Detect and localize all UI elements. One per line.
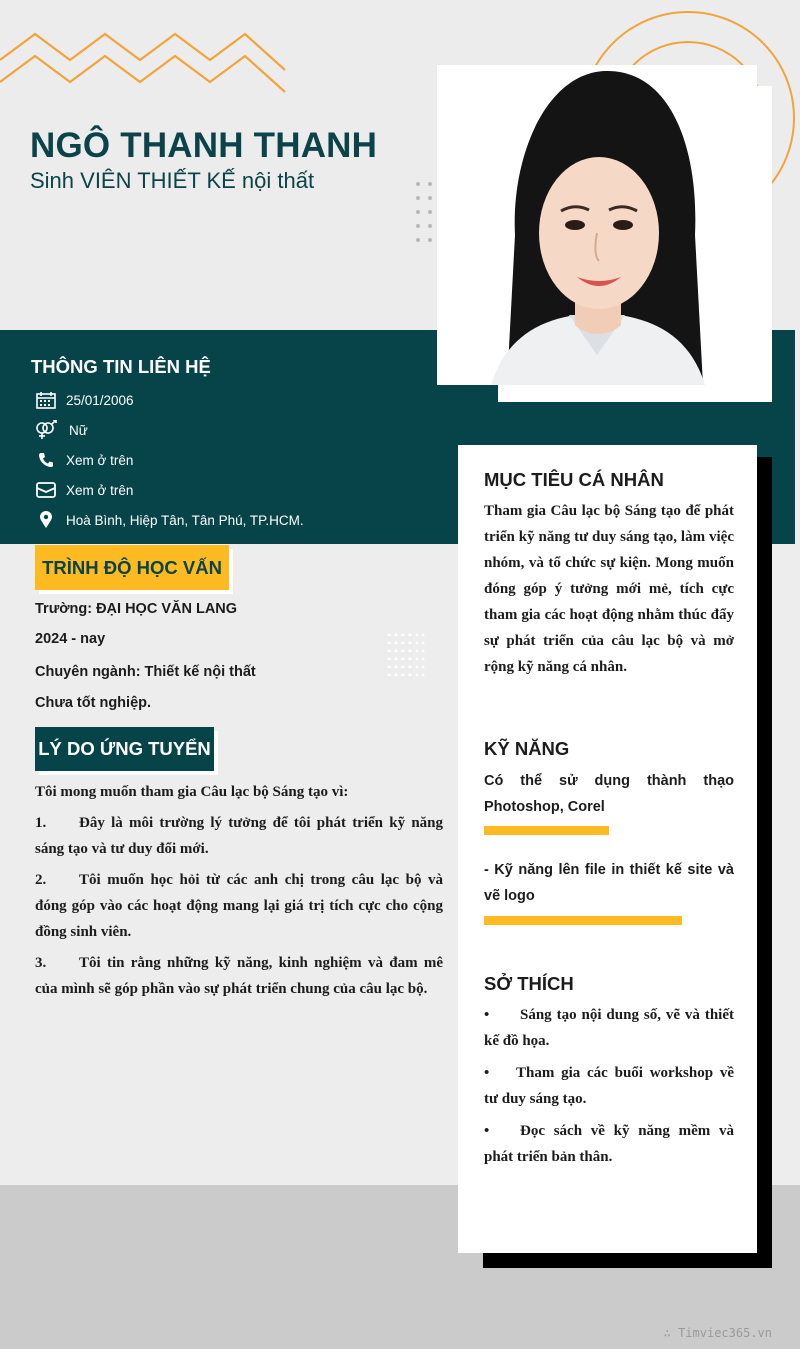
reason-item: 3. Tôi tin rằng những kỹ năng, kinh nghiệm và đam mê của mình sẽ góp phần vào sự phát triển chung của câu lạc bộ. — [35, 955, 443, 997]
skill-level-bar — [484, 826, 609, 835]
skill-level-bar — [484, 916, 682, 925]
phone-value: Xem ở trên — [66, 452, 134, 468]
education-major: Chuyên ngành: Thiết kế nội thất — [35, 664, 256, 680]
location-pin-icon — [34, 509, 58, 531]
candidate-role: Sinh VIÊN THIẾT KẾ nội thất — [30, 168, 315, 193]
contact-address — [34, 508, 304, 532]
gender-value: Nữ — [69, 422, 88, 438]
dot-grid-decoration — [414, 180, 438, 246]
hobbies-title: SỞ THÍCH — [484, 973, 574, 994]
dot-grid-decoration-small — [386, 632, 426, 678]
contact-birthday — [34, 388, 134, 412]
skill-item: Có thể sử dụng thành thạo Photoshop, Corel — [484, 773, 734, 815]
hobbies-list — [484, 1002, 734, 1176]
objective-text: Tham gia Câu lạc bộ Sáng tạo để phát triển kỹ năng tư duy sáng tạo, làm việc nhóm, và tổ chức sự kiện. Mong muốn đóng góp ý tưởng mới mẻ, tích cực tham gia các hoạt động nhằm thúc đẩy sự phát triển của câu lạc bộ và mở rộng kỹ năng cá nhân. — [484, 503, 734, 675]
reason-section-title: LÝ DO ỨNG TUYỂN — [35, 727, 214, 771]
email-icon — [34, 479, 58, 501]
email-value: Xem ở trên — [66, 482, 134, 498]
contact-section-title: THÔNG TIN LIÊN HỆ — [31, 356, 211, 377]
address-value: Hoà Bình, Hiệp Tân, Tân Phú, TP.HCM. — [66, 512, 304, 528]
candidate-name: NGÔ THANH THANH — [30, 126, 378, 165]
footer-watermark: ∴ Timviec365.vn — [663, 1326, 772, 1340]
zigzag-decoration — [0, 30, 290, 106]
objective-title: MỤC TIÊU CÁ NHÂN — [484, 469, 664, 490]
education-section-title: TRÌNH ĐỘ HỌC VẤN — [35, 545, 229, 590]
contact-email — [34, 478, 133, 502]
contact-gender — [34, 418, 88, 442]
reason-item: 1. Đây là môi trường lý tưởng để tôi phát triển kỹ năng sáng tạo và tư duy đổi mới. — [35, 815, 443, 857]
hobby-item: • Tham gia các buổi workshop về tư duy sáng tạo. — [484, 1065, 734, 1107]
education-status: Chưa tốt nghiệp. — [35, 695, 152, 711]
gender-icon — [34, 419, 58, 441]
hobby-item: • Sáng tạo nội dung số, vẽ và thiết kế đồ họa. — [484, 1007, 734, 1049]
reason-intro: Tôi mong muốn tham gia Câu lạc bộ Sáng tạo vì: — [35, 784, 349, 800]
birthday-value: 25/01/2006 — [66, 392, 134, 408]
hobby-item: • Đọc sách về kỹ năng mềm và phát triển bản thân. — [484, 1123, 734, 1165]
calendar-icon — [34, 389, 58, 411]
skills-title: KỸ NĂNG — [484, 738, 570, 759]
side-card — [458, 445, 757, 1253]
reason-item: 2. Tôi muốn học hỏi từ các anh chị trong câu lạc bộ và đóng góp vào các hoạt động mang lại giá trị tích cực cho cộng đồng sinh viên. — [35, 872, 443, 940]
reason-content — [35, 779, 443, 1007]
education-period: 2024 - nay — [35, 631, 106, 647]
phone-icon — [34, 449, 58, 471]
profile-photo — [437, 65, 757, 385]
skill-item: - Kỹ năng lên file in thiết kế site và vẽ logo — [484, 862, 734, 904]
education-school: Trường: ĐẠI HỌC VĂN LANG — [35, 601, 238, 617]
contact-phone — [34, 448, 133, 472]
